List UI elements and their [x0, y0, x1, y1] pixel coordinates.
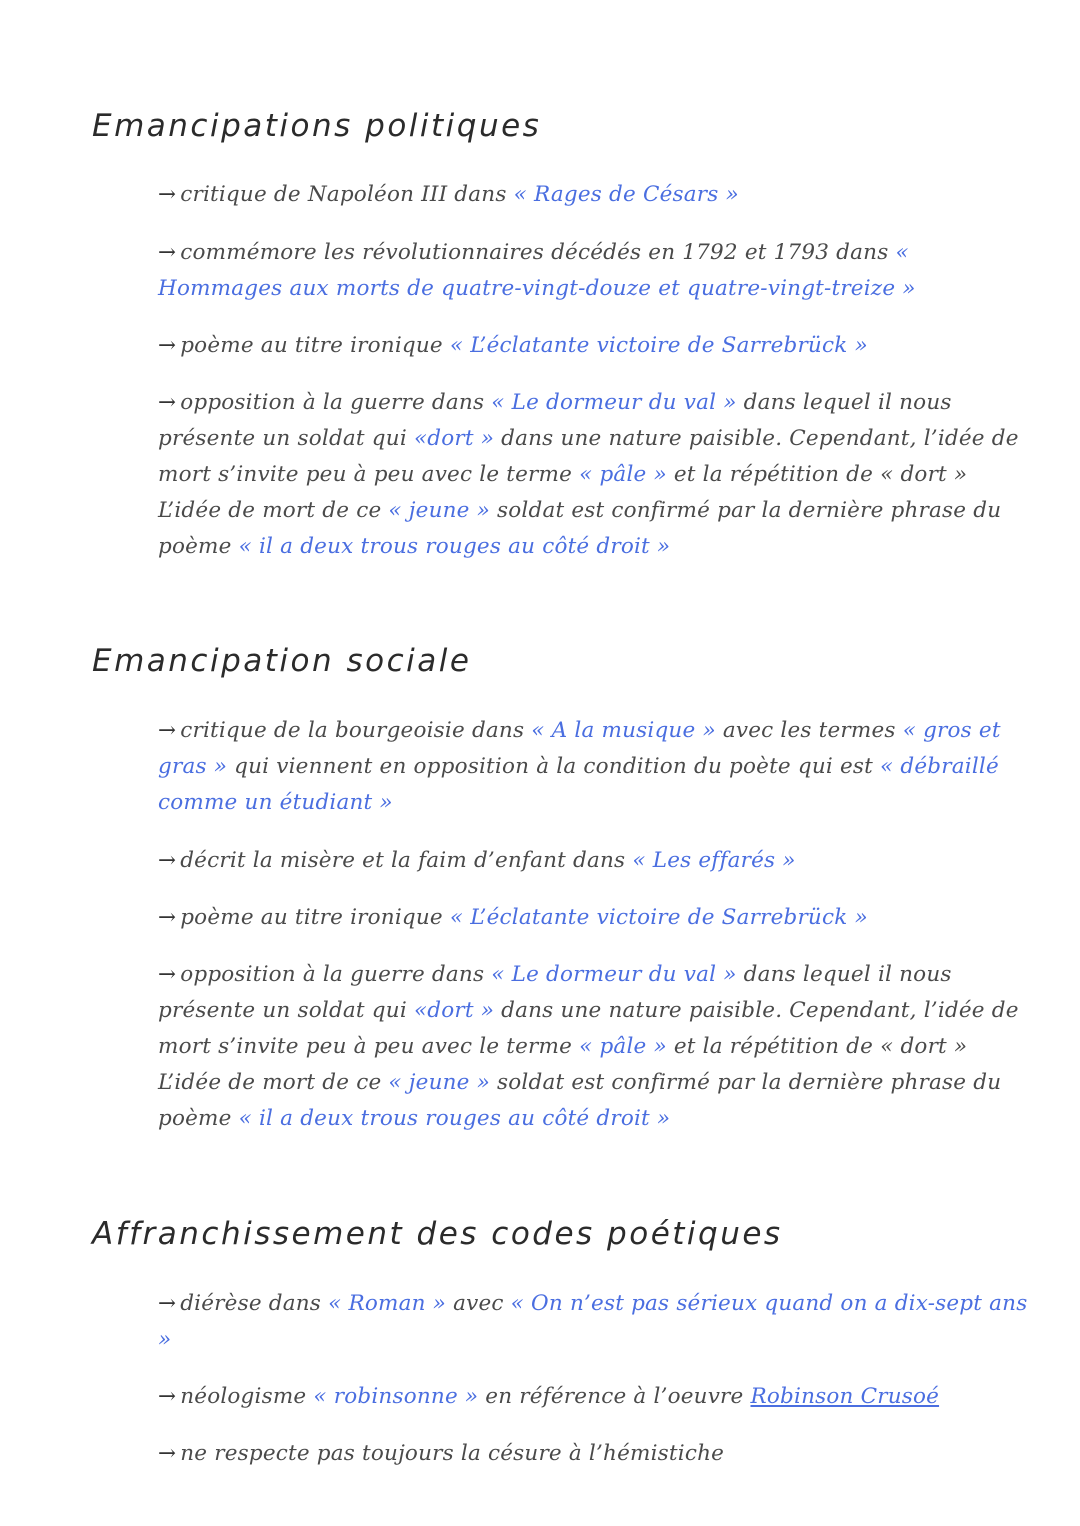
quote: «dort » — [413, 426, 495, 451]
text: poème au titre ironique — [180, 905, 450, 930]
list-item — [158, 1379, 1030, 1415]
text: dans lequel il nous présente un soldat qui — [158, 390, 952, 451]
text: décrit la misère et la faim d’enfant dans — [180, 848, 633, 873]
text: dans une nature paisible. Cependant, l’idée de mort s’invite peu à peu avec le terme — [158, 998, 1019, 1059]
quote: « pâle » — [579, 462, 667, 487]
quote: « gros et gras » — [158, 718, 1001, 779]
text: opposition à la guerre dans — [180, 390, 492, 415]
text: en référence à l’oeuvre — [478, 1384, 751, 1409]
quote: « il a deux trous rouges au côté droit » — [238, 1106, 671, 1131]
text: avec les termes — [715, 718, 903, 743]
quote: « Les effarés » — [632, 848, 796, 873]
quote: « A la musique » — [531, 718, 716, 743]
quote: « débraillé comme un étudiant » — [158, 754, 999, 815]
text: diérèse dans — [180, 1291, 329, 1316]
quote: « robinsonne » — [313, 1384, 479, 1409]
text: dans lequel il nous présente un soldat qui — [158, 962, 952, 1023]
list-item — [158, 235, 1030, 307]
section-title: Affranchissement des codes poétiques — [92, 1216, 783, 1252]
section-title: Emancipation sociale — [92, 643, 472, 679]
quote: « jeune » — [388, 1070, 490, 1095]
quote: « On n’est pas sérieux quand on a dix-sept ans » — [158, 1291, 1028, 1352]
arrow-icon: → — [158, 1441, 177, 1466]
list-item — [158, 957, 1030, 1137]
list-item — [158, 713, 1030, 821]
quote: « Rages de Césars » — [513, 182, 739, 207]
quote: « Le dormeur du val » — [491, 962, 737, 987]
list-item — [158, 1436, 1030, 1472]
arrow-icon: → — [158, 390, 177, 415]
quote: « il a deux trous rouges au côté droit » — [238, 534, 671, 559]
quote: « L’éclatante victoire de Sarrebrück » — [449, 905, 868, 930]
quote: « pâle » — [579, 1034, 667, 1059]
list-item — [158, 843, 1030, 879]
list-item — [158, 385, 1030, 565]
text: opposition à la guerre dans — [180, 962, 492, 987]
text: dans une nature paisible. Cependant, l’idée de mort s’invite peu à peu avec le terme — [158, 426, 1019, 487]
text: poème au titre ironique — [180, 333, 450, 358]
text: qui viennent en opposition à la condition du poète qui est — [227, 754, 881, 779]
arrow-icon: → — [158, 848, 177, 873]
text: avec — [446, 1291, 511, 1316]
arrow-icon: → — [158, 240, 177, 265]
arrow-icon: → — [158, 182, 177, 207]
arrow-icon: → — [158, 718, 177, 743]
text: néologisme — [180, 1384, 314, 1409]
section-title: Emancipations politiques — [92, 108, 542, 144]
text: soldat est confirmé par la dernière phrase du poème — [158, 498, 1002, 559]
arrow-icon: → — [158, 333, 177, 358]
quote: « L’éclatante victoire de Sarrebrück » — [449, 333, 868, 358]
arrow-icon: → — [158, 1384, 177, 1409]
text: commémore les révolutionnaires décédés en 1792 et 1793 dans — [180, 240, 896, 265]
text: soldat est confirmé par la dernière phrase du poème — [158, 1070, 1002, 1131]
quote: «dort » — [413, 998, 495, 1023]
quote: « Roman » — [328, 1291, 447, 1316]
quote: « Hommages aux morts de quatre-vingt-douze et quatre-vingt-treize » — [158, 240, 916, 301]
text: et la répétition de « dort » L’idée de mort de ce — [158, 1034, 968, 1095]
list-item — [158, 1286, 1030, 1358]
quote: « Le dormeur du val » — [491, 390, 737, 415]
list-item — [158, 177, 1030, 213]
arrow-icon: → — [158, 905, 177, 930]
text: et la répétition de « dort » L’idée de mort de ce — [158, 462, 968, 523]
list-item — [158, 328, 1030, 364]
text: critique de la bourgeoisie dans — [180, 718, 532, 743]
text: critique de Napoléon III dans — [180, 182, 514, 207]
arrow-icon: → — [158, 962, 177, 987]
arrow-icon: → — [158, 1291, 177, 1316]
quote: « jeune » — [388, 498, 490, 523]
text: ne respecte pas toujours la césure à l’hémistiche — [180, 1441, 725, 1466]
list-item — [158, 900, 1030, 936]
work-title-link[interactable]: Robinson Crusoé — [750, 1384, 940, 1409]
